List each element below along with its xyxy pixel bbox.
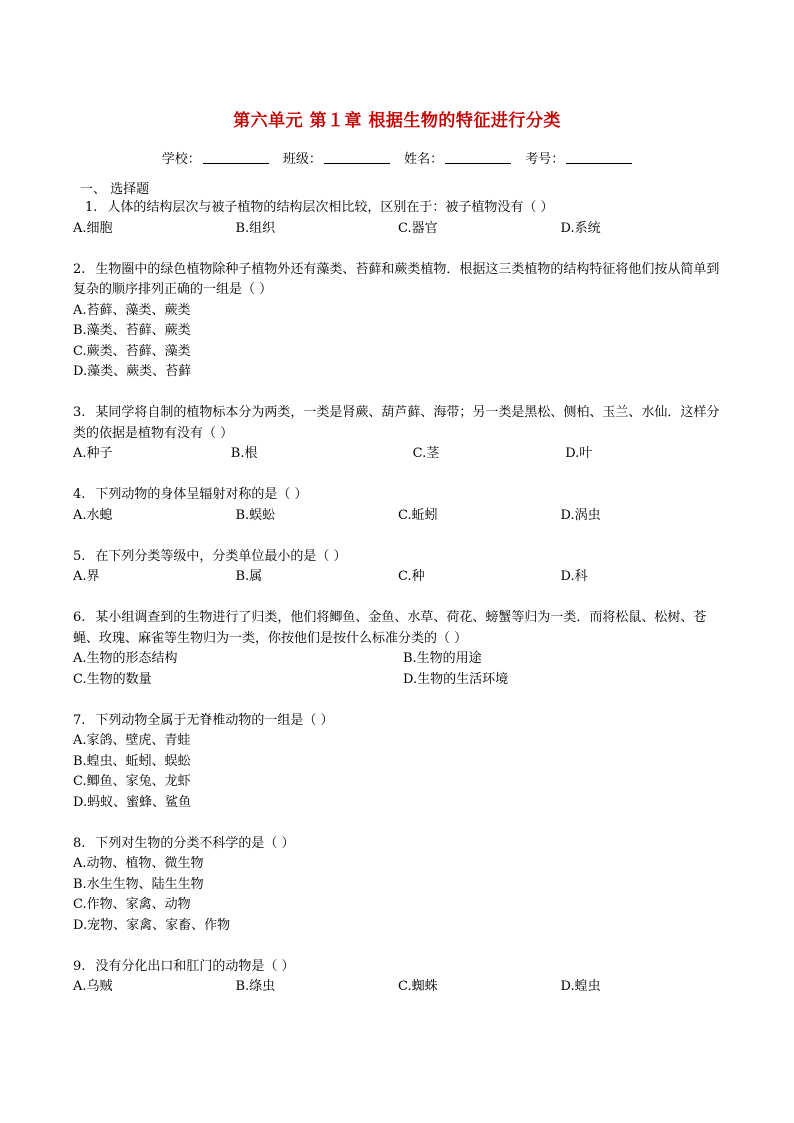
option-d[interactable]: D.涡虫 (560, 507, 601, 523)
question-stem (73, 547, 723, 568)
option-a[interactable]: A.细胞 (73, 220, 113, 236)
options-row (73, 506, 723, 527)
question-8 (73, 834, 723, 937)
question-text: 下列动物全属于无脊椎动物的一组是（ ） (95, 712, 334, 728)
option-d[interactable]: D.叶 (565, 446, 593, 461)
option-c[interactable]: C.蕨类、苔藓、藻类 (73, 343, 191, 359)
option-c[interactable]: C.生物的数量 (73, 671, 152, 687)
option-c[interactable]: C.作物、家禽、动物 (73, 897, 191, 912)
question-number: 5. (73, 548, 86, 564)
question-2 (73, 260, 723, 383)
class-label: 班级： (282, 152, 322, 167)
question-text: 生物圈中的绿色植物除种子植物外还有藻类、苔藓和蕨类植物．根据这三类植物的结构特征将他们按从简单到复杂的顺序排列正确的一组是（ ） (73, 261, 720, 297)
options-row (73, 977, 723, 998)
option-c[interactable]: C.茎 (412, 446, 440, 461)
question-6 (73, 608, 723, 690)
option-b[interactable]: B.蝗虫、蚯蚓、蜈蚣 (73, 753, 191, 769)
name-field (404, 148, 511, 167)
option-b[interactable]: B.藻类、苔藓、蕨类 (73, 323, 191, 338)
question-text: 在下列分类等级中，分类单位最小的是（ ） (95, 548, 347, 564)
question-stem (73, 834, 723, 855)
option-a[interactable]: A.生物的形态结构 (73, 651, 178, 666)
option-d[interactable]: D.蚂蚁、蜜蜂、鲨鱼 (73, 794, 192, 810)
question-stem (73, 485, 723, 506)
question-number: 7. (73, 712, 86, 728)
question-number: 9. (73, 958, 86, 974)
name-label: 姓名： (404, 152, 444, 167)
class-field (283, 148, 390, 167)
exam-no-label: 考号： (525, 152, 565, 167)
option-b[interactable]: B.蜈蚣 (235, 507, 276, 523)
options-list (73, 731, 723, 813)
question-3 (73, 403, 723, 465)
question-text: 人体的结构层次与被子植物的结构层次相比较，区别在于：被子植物没有（ ） (107, 200, 554, 215)
question-stem (73, 608, 723, 649)
options-row (73, 444, 723, 465)
question-stem (73, 198, 723, 219)
exam-no-field (525, 148, 632, 167)
option-d[interactable]: D.系统 (560, 220, 601, 236)
school-field (162, 148, 269, 167)
option-d[interactable]: D.生物的生活环境 (403, 671, 509, 687)
option-c[interactable]: C.器官 (398, 220, 438, 236)
options-grid (73, 649, 723, 690)
question-stem (73, 711, 723, 732)
option-c[interactable]: C.种 (398, 569, 425, 584)
exam-no-blank[interactable] (566, 151, 632, 164)
option-a[interactable]: A.苔藓、藻类、蕨类 (73, 302, 191, 318)
option-d[interactable]: D.蝗虫 (560, 979, 601, 994)
question-number: 2. (73, 261, 86, 277)
options-row (73, 219, 723, 240)
option-a[interactable]: A.动物、植物、微生物 (73, 856, 204, 871)
question-stem (73, 957, 723, 978)
options-list (73, 854, 723, 936)
option-d[interactable]: D.藻类、蕨类、苔藓 (73, 364, 192, 379)
question-text: 没有分化出口和肛门的动物是（ ） (95, 958, 295, 974)
question-number: 6. (73, 610, 86, 625)
school-blank[interactable] (203, 151, 269, 164)
question-stem (73, 403, 723, 444)
question-4 (73, 485, 723, 526)
question-number: 8. (73, 835, 86, 851)
option-a[interactable]: A.乌贼 (73, 979, 113, 994)
question-number: 4. (73, 487, 86, 502)
option-a[interactable]: A.家鸽、壁虎、青蛙 (73, 733, 191, 748)
option-d[interactable]: D.宠物、家禽、家畜、作物 (73, 917, 231, 933)
question-text: 下列动物的身体呈辐射对称的是（ ） (95, 487, 308, 502)
option-c[interactable]: C.鲫鱼、家兔、龙虾 (73, 774, 191, 789)
question-1 (73, 198, 723, 239)
section-heading: 一、 选择题 (80, 182, 150, 197)
option-b[interactable]: B.生物的用途 (403, 651, 482, 666)
options-list (73, 301, 723, 383)
question-5 (73, 547, 723, 588)
option-b[interactable]: B.属 (235, 569, 263, 584)
option-b[interactable]: B.根 (230, 446, 258, 461)
name-blank[interactable] (445, 151, 511, 164)
page-title: 第六单元 第１章 根据生物的特征进行分类 (233, 111, 561, 131)
option-b[interactable]: B.绦虫 (235, 979, 276, 994)
student-info-line (0, 148, 794, 167)
question-number: 3. (73, 405, 86, 420)
option-c[interactable]: C.蚯蚓 (398, 507, 438, 523)
option-a[interactable]: A.种子 (73, 446, 113, 461)
question-7 (73, 711, 723, 814)
options-row (73, 567, 723, 588)
question-number: 1. (85, 200, 98, 215)
option-b[interactable]: B.水生生物、陆生生物 (73, 876, 204, 892)
school-label: 学校： (161, 152, 201, 167)
option-d[interactable]: D.科 (560, 569, 588, 584)
option-b[interactable]: B.组织 (235, 220, 276, 236)
option-a[interactable]: A.水螅 (73, 507, 113, 523)
question-text: 某同学将自制的植物标本分为两类，一类是肾蕨、葫芦藓、海带；另一类是黑松、侧柏、玉兰、水仙．这样分类的依据是植物有没有（ ） (73, 405, 720, 441)
class-blank[interactable] (324, 151, 390, 164)
question-text: 下列对生物的分类不科学的是（ ） (95, 835, 295, 851)
option-c[interactable]: C.蜘蛛 (398, 979, 438, 994)
question-list (73, 198, 723, 1018)
question-text: 某小组调查到的生物进行了归类，他们将鲫鱼、金鱼、水草、荷花、螃蟹等归为一类．而将松鼠、松树、苍蝇、玫瑰、麻雀等生物归为一类，你按他们是按什么标准分类的（ ） (73, 610, 707, 646)
question-stem (73, 260, 723, 301)
question-9 (73, 957, 723, 998)
option-a[interactable]: A.界 (73, 569, 100, 584)
